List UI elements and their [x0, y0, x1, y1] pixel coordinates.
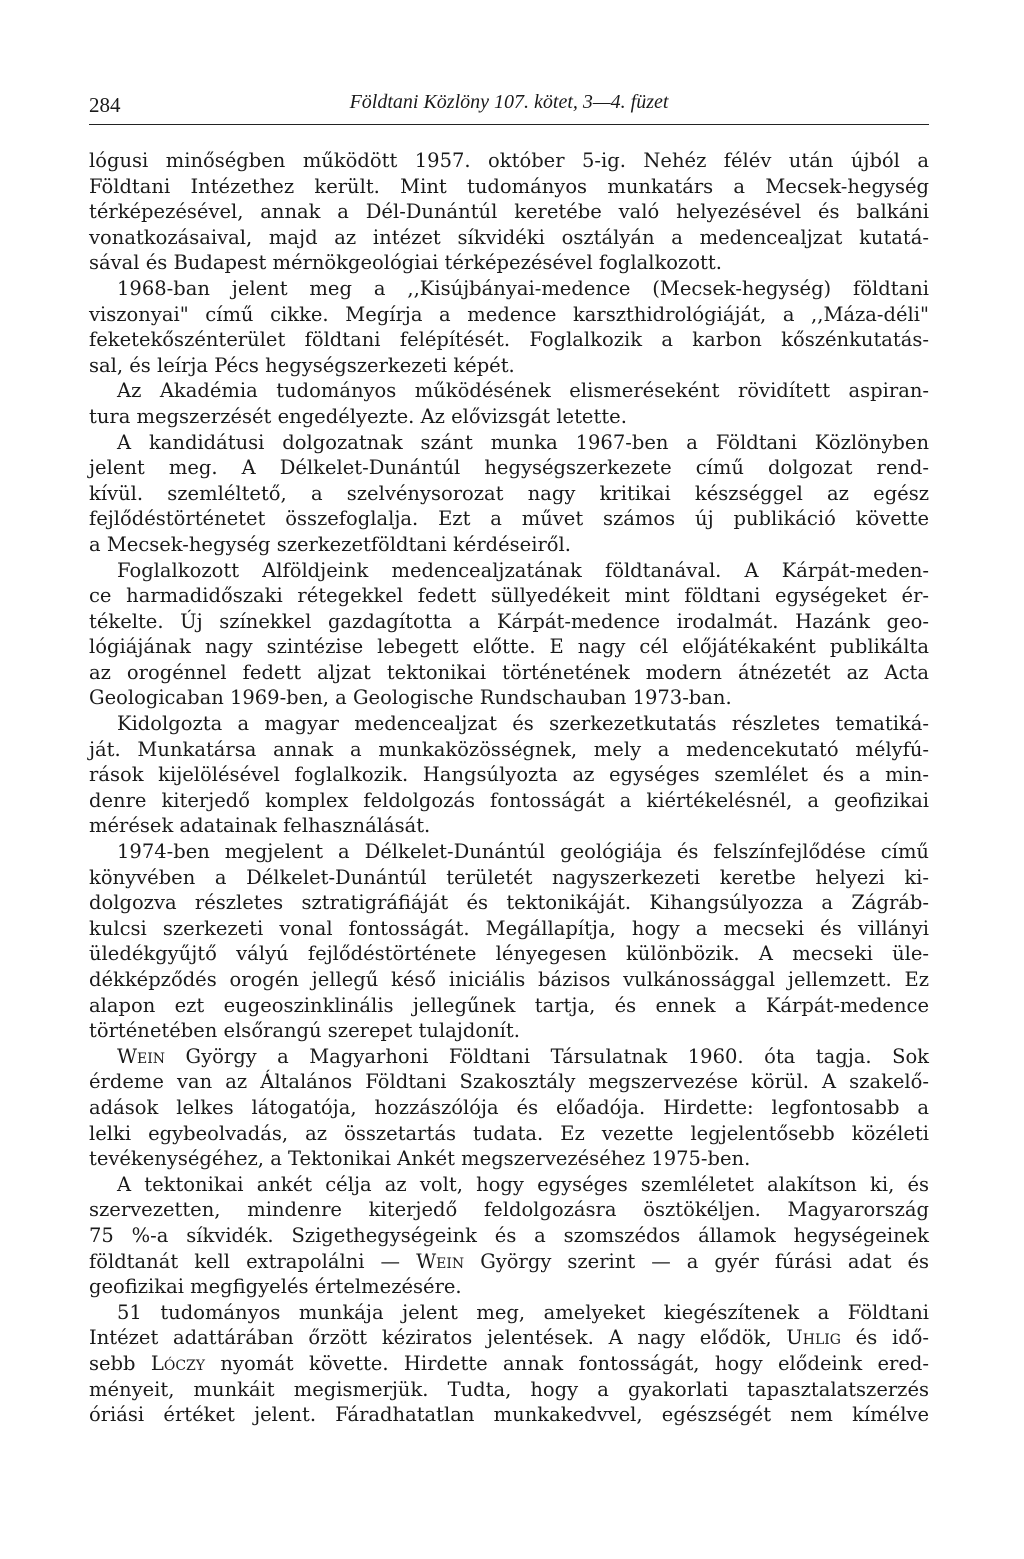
text-segment: viszonyai" című cikke. Megírja a medence karszthidrológiáját, a ,,Máza-déli": [89, 302, 929, 326]
text-line: [89, 993, 929, 1019]
text-segment: A kandidátusi dolgozatnak szánt munka 1967-ben a Földtani Közlönyben: [117, 430, 929, 454]
text-line: [89, 455, 929, 481]
text-line: [89, 916, 929, 942]
text-line: [89, 1172, 929, 1198]
text-line: [89, 1351, 929, 1377]
text-segment: tura megszerzését engedélyezte. Az elővizsgát letette.: [89, 404, 627, 428]
text-segment: Foglalkozott Alföldjeink medencealjzatának földtanával. A Kárpát-meden-: [117, 558, 929, 582]
text-line: [89, 1146, 929, 1172]
text-line: [89, 532, 929, 558]
text-segment: vonatkozásaival, majd az intézet síkvidéki osztályán a medencealjzat kutatá-: [89, 225, 929, 249]
text-segment: dolgozva részletes sztratigráfiáját és tektonikáját. Kihangsúlyozza a Zágráb-: [89, 891, 929, 915]
text-segment: 1968-ban jelent meg a ,,Kisújbányai-medence (Mecsek-hegység) földtani: [117, 276, 929, 300]
text-segment: kulcsi szerkezeti vonal fontosságát. Megállapítja, hogy a mecseki és villányi: [89, 916, 929, 940]
text-segment: Geologicaban 1969-ben, a Geologische Rundschauban 1973-ban.: [89, 686, 732, 710]
text-line: [89, 558, 929, 584]
text-line: [89, 967, 929, 993]
text-segment: denre kiterjedő komplex feldolgozás fontosságát a kiértékelésnél, a geofizikai: [89, 788, 929, 812]
text-line: [89, 327, 929, 353]
text-segment: és idő-: [840, 1326, 930, 1350]
text-segment: érdeme van az Általános Földtani Szakosztály megszervezése körül. A szakelő-: [89, 1070, 929, 1094]
text-line: [89, 1121, 929, 1147]
text-line: [89, 430, 929, 456]
text-segment: történetében elsőrangú szerepet tulajdonít.: [89, 1019, 520, 1043]
text-line: [89, 711, 929, 737]
text-line: [89, 813, 929, 839]
text-segment: az orogénnel fedett aljzat tektonikai történetének modern átnézetét az Acta: [89, 660, 929, 684]
author-name: Lóczy: [150, 1351, 205, 1375]
text-line: [89, 148, 929, 174]
text-segment: rások kijelölésével foglalkozik. Hangsúlyozta az egységes szemlélet és a min-: [89, 763, 929, 787]
text-segment: Intézet adattárában őrzött kéziratos jelentések. A nagy elődök,: [89, 1326, 787, 1350]
text-line: [89, 276, 929, 302]
text-segment: lelki egybeolvadás, az összetartás tudata. Ez vezette legjelentősebb közéleti: [89, 1121, 929, 1145]
text-line: [89, 250, 929, 276]
text-line: [89, 660, 929, 686]
text-segment: a Mecsek-hegység szerkezetföldtani kérdéseiről.: [89, 532, 571, 556]
text-segment: lógiájának nagy szintézise lebegett előtte. E nagy cél előjátékaként publikálta: [89, 635, 929, 659]
text-line: [89, 634, 929, 660]
text-segment: nyomát követte. Hirdette annak fontosságát, hogy elődeink ered-: [205, 1351, 929, 1375]
text-segment: adások lelkes látogatója, hozzászólója és előadója. Hirdette: legfontosabb a: [89, 1095, 929, 1119]
text-line: [89, 1018, 929, 1044]
text-segment: ce harmadidőszaki rétegekkel fedett süllyedékeit mint földtani egységeket ér-: [89, 584, 929, 608]
text-segment: fejlődéstörténetet összefoglalja. Ezt a művet számos új publikáció követte: [89, 507, 929, 531]
text-segment: sebb: [89, 1351, 151, 1375]
text-line: [89, 1274, 929, 1300]
text-segment: kívül. szemléltető, a szelvénysorozat nagy kritikai készséggel az egész: [89, 481, 929, 505]
text-line: [89, 1095, 929, 1121]
page-header: [89, 88, 929, 124]
text-line: [89, 1223, 929, 1249]
text-line: [89, 481, 929, 507]
text-segment: földtanát kell extrapolálni —: [89, 1249, 417, 1273]
text-line: [89, 762, 929, 788]
running-title: Földtani Közlöny 107. kötet, 3—4. füzet: [349, 91, 669, 113]
text-segment: dékképződés orogén jellegű késő iniciális bázisos vulkánossággal jellemzett. Ez: [89, 968, 929, 991]
text-segment: 51 tudományos munkája jelent meg, amelyeket kiegészítenek a Földtani: [117, 1300, 929, 1324]
text-segment: Kidolgozta a magyar medencealjzat és szerkezetkutatás részletes tematiká-: [117, 712, 929, 736]
text-line: [89, 506, 929, 532]
text-segment: 1974-ben megjelent a Délkelet-Dunántúl geológiája és felszínfejlődése című: [117, 840, 929, 864]
text-line: [89, 737, 929, 763]
page-number: 284: [89, 93, 121, 117]
text-line: [89, 199, 929, 225]
text-line: [89, 1044, 929, 1070]
text-line: [89, 890, 929, 916]
text-line: [89, 1325, 929, 1351]
text-segment: György a Magyarhoni Földtani Társulatnak 1960. óta tagja. Sok: [165, 1044, 929, 1068]
text-line: [89, 839, 929, 865]
text-segment: feketekőszénterület földtani felépítését. Foglalkozik a karbon kőszénkutatás-: [89, 328, 929, 352]
text-line: [89, 353, 929, 379]
text-segment: szervezetten, mindenre kiterjedő feldolgozásra ösztökéljen. Magyarország: [89, 1198, 929, 1222]
article-body: [89, 148, 929, 1428]
text-line: [89, 174, 929, 200]
text-segment: térképezésével, annak a Dél-Dunántúl keretébe való helyezésével és balkáni: [89, 200, 929, 224]
text-segment: A tektonikai ankét célja az volt, hogy egységes szemléletet alakítson ki, és: [117, 1172, 929, 1196]
author-name: Uhlig: [786, 1326, 841, 1350]
text-line: [89, 685, 929, 711]
author-name: Wein: [416, 1249, 465, 1273]
text-segment: sával és Budapest mérnökgeológiai térképezésével foglalkozott.: [89, 251, 722, 275]
text-segment: ját. Munkatársa annak a munkaközösségnek, mely a medencekutató mélyfú-: [89, 737, 929, 761]
text-segment: 75 %-a síkvidék. Szigethegységeink és a szomszédos államok hegységeinek: [89, 1223, 929, 1247]
text-line: [89, 1402, 929, 1428]
text-segment: György szerint — a gyér fúrási adat és: [464, 1249, 929, 1273]
text-segment: ményeit, munkáit megismerjük. Tudta, hogy a gyakorlati tapasztalatszerzés: [89, 1377, 929, 1401]
text-segment: üledékgyűjtő vályú fejlődéstörténete lényegesen különbözik. A mecseki üle-: [89, 942, 929, 966]
text-line: [89, 788, 929, 814]
text-line: [89, 1069, 929, 1095]
text-line: [89, 941, 929, 967]
text-line: [89, 1249, 929, 1275]
text-segment: Az Akadémia tudományos működésének elismeréseként rövidített aspiran-: [117, 379, 929, 403]
text-line: [89, 404, 929, 430]
header-rule: [89, 124, 929, 125]
text-line: [89, 378, 929, 404]
text-segment: geofizikai megfigyelés értelmezésére.: [89, 1275, 462, 1299]
text-segment: lógusi minőségben működött 1957. október 5-ig. Nehéz félév után újból a: [89, 149, 929, 172]
text-line: [89, 609, 929, 635]
text-segment: alapon ezt eugeoszinklinális jellegűnek tartja, és ennek a Kárpát-medence: [89, 993, 929, 1017]
text-line: [89, 1300, 929, 1326]
text-line: [89, 302, 929, 328]
text-segment: Földtani Intézethez került. Mint tudományos munkatárs a Mecsek-hegység: [89, 174, 929, 198]
text-segment: mérések adatainak felhasználását.: [89, 814, 431, 838]
text-line: [89, 225, 929, 251]
text-segment: könyvében a Délkelet-Dunántúl területét nagyszerkezeti keretbe helyezi ki-: [89, 865, 929, 889]
text-segment: tékelte. Új színekkel gazdagította a Kárpát-medence irodalmát. Hazánk geo-: [89, 609, 929, 633]
text-segment: sal, és leírja Pécs hegységszerkezeti képét.: [89, 353, 515, 377]
text-line: [89, 865, 929, 891]
text-line: [89, 1377, 929, 1403]
text-line: [89, 1197, 929, 1223]
text-segment: jelent meg. A Délkelet-Dunántúl hegységszerkezete című dolgozat rend-: [89, 456, 929, 480]
text-segment: tevékenységéhez, a Tektonikai Ankét megszervezéséhez 1975-ben.: [89, 1147, 751, 1171]
author-name: Wein: [117, 1044, 166, 1068]
text-segment: óriási értéket jelent. Fáradhatatlan munkakedvvel, egészségét nem kímélve: [89, 1403, 929, 1427]
text-line: [89, 583, 929, 609]
